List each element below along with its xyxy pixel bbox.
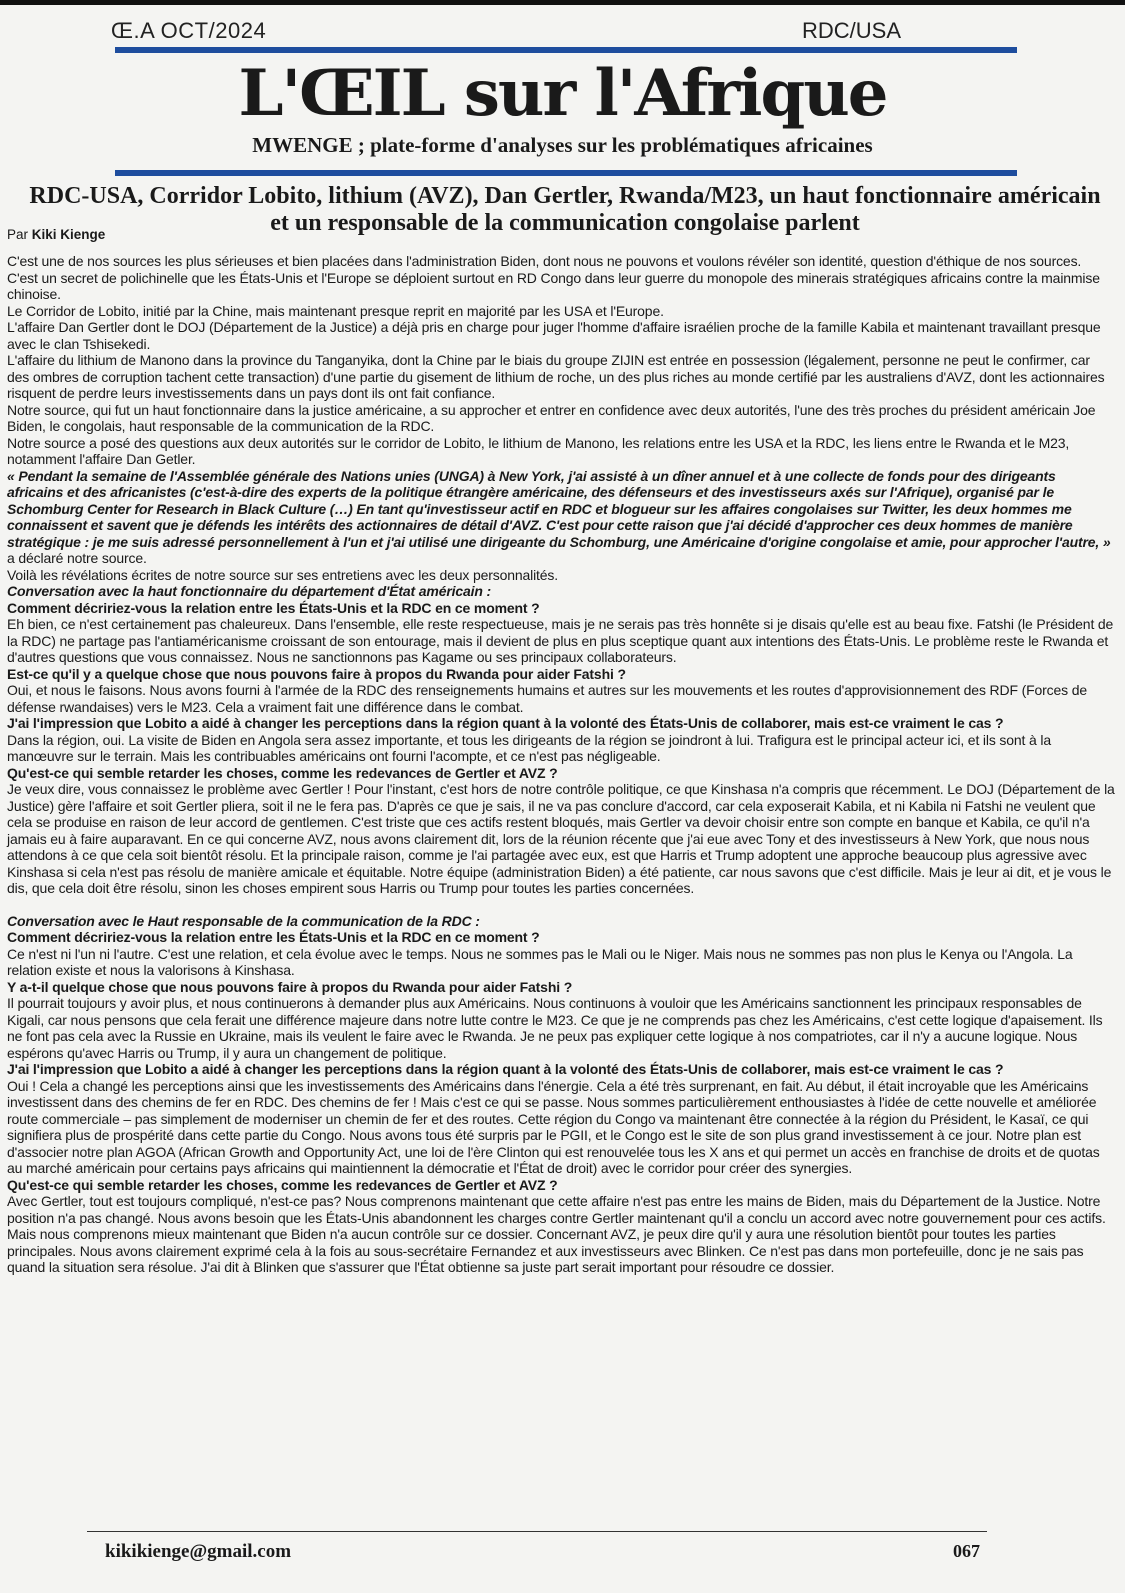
bottom-rule <box>115 170 1017 176</box>
paragraph: L'affaire Dan Gertler dont le DOJ (Département de la Justice) a déjà pris en charge pour juger l'homme d'affaire israélien proche de la famille Kabila et maintenant travaillant presque avec le clan Tshisekedi. <box>7 319 1101 352</box>
answer: Je veux dire, vous connaissez le problème avec Gertler ! Pour l'instant, c'est hors de notre contrôle politique, ce que Kinshasa n'a compris que récemment. Le DOJ (Département de la Justice) gère l'affaire et soit Gertler pliera, soit il ne le fera pas. D'après ce que je sais, il ne va pas conclure d'accord, car cela exposerait Kabila, et ni Kabila ni Fatshi ne veulent que cela se produise en raison de leur accord de gentlemen. C'est triste que ces actifs restent bloqués, mais Gertler va devoir choisir entre son compte en banque et Kabila, ce qu'il n'a jamais eu à faire auparavant. En ce qui concerne AVZ, nous avons clairement dit, lors de la réunion récente que j'ai eue avec Tony et des investisseurs à New York, que nous nous attendons à ce que cela soit bientôt résolu. Et la principale raison, comme je l'ai partagée avec eux, est que Harris et Trump adoptent une approche beaucoup plus agressive avec Kinshasa si cela n'est pas résolu de manière amicale et équitable. Notre équipe (administration Biden) a été patiente, car nous savons que c'est difficile. Mais je leur ai dit, et je vous le dis, que cela doit être résolu, sinon les choses empirent sous Harris ou Trump pour toutes les parties concernées. <box>7 781 1115 896</box>
masthead-tagline: MWENGE ; plate-forme d'analyses sur les problématiques africaines <box>252 133 873 157</box>
paragraph: Le Corridor de Lobito, initié par la Chine, mais maintenant presque reprit en majorité par les USA et l'Europe. <box>7 302 664 319</box>
byline-author: Kiki Kienge <box>31 227 106 242</box>
byline <box>7 227 105 242</box>
section-title: Conversation avec la haut fonctionnaire du département d'État américain : <box>7 583 492 599</box>
paragraph: L'affaire du lithium de Manono dans la province du Tanganyika, dont la Chine par le biais du groupe ZIJIN est entrée en possession (légalement, personne ne peut le confirmer, car des ombres de corruption tachent cette transaction) d'une partie du gisement de lithium de roche, un des plus riches au monde certifié par les australiens d'AVZ, dont les actionnaires risquent de perdre leurs investissements dans un pays dont ils ont fait confiance. <box>7 352 1105 401</box>
masthead-title: L'ŒIL sur l'Afrique <box>238 56 887 131</box>
question: Comment décririez-vous la relation entre les États-Unis et la RDC en ce moment ? <box>7 929 540 945</box>
quote-attribution: a déclaré notre source. <box>7 550 147 566</box>
question: Qu'est-ce qui semble retarder les choses, comme les redevances de Gertler et AVZ ? <box>7 764 558 781</box>
paragraph: Notre source a posé des questions aux deux autorités sur le corridor de Lobito, le lithium de Manono, les relations entre les USA et la RDC, les liens entre le Rwanda et le M23, notamment l'affaire Dan Getler. <box>7 434 1070 467</box>
question: Comment décririez-vous la relation entre les États-Unis et la RDC en ce moment ? <box>7 599 540 616</box>
top-border <box>0 0 1125 5</box>
answer: Eh bien, ce n'est certainement pas chaleureux. Dans l'ensemble, elle reste respectueuse, mais je ne serais pas très honnête si je disais qu'elle est au beau fixe. Fatshi (le Président de la RDC) ne partage pas l'antiaméricanisme croissant de son entourage, mais il devient de plus en plus sceptique quant aux intentions des États-Unis. Le problème reste le Rwanda et d'autres questions que vous connaissez. Nous ne sanctionnons pas Kagame ou ses principaux collaborateurs. <box>7 616 1114 665</box>
paragraph: Voilà les révélations écrites de notre source sur ses entretiens avec les deux personnalités. <box>7 566 559 583</box>
answer: Oui ! Cela a changé les perceptions ainsi que les investissements des Américains dans l'énergie. Cela a été très surprenant, en fait. Au début, il était incroyable que les Américains investissent dans des chemins de fer en RDC. Des chemins de fer ! Mais c'est ce qui se passe. Nous sommes particulièrement enthousiastes à l'idée de cette nouvelle et améliorée route commerciale – pas simplement de moderniser un chemin de fer et des routes. Cette région du Congo va maintenant être connectée à la région du Président, le Kasaï, ce qui signifiera plus de prospérité dans cette partie du Congo. Nous avons tous été surpris par le PGII, et le Congo est le site de son plus grand investissement à ce jour. Notre plan est d'associer notre plan AGOA (African Growth and Opportunity Act, une loi de l'ère Clinton qui est renouvelée tous les X ans et qui permet un accès en franchise de droits et de quotas au marché américain pour certains pays africains qui maintiennent la démocratie et l'État de droit) avec le corridor pour créer des synergies. <box>7 1077 1100 1176</box>
question: Y a-t-il quelque chose que nous pouvons faire à propos du Rwanda pour aider Fatshi ? <box>7 978 573 995</box>
article-body <box>7 253 1115 1276</box>
section-title: Conversation avec le Haut responsable de la communication de la RDC : <box>7 912 480 929</box>
answer: Avec Gertler, tout est toujours compliqué, n'est-ce pas? Nous comprenons maintenant que cette affaire n'est pas entre les mains de Biden, mais du Département de la Justice. Notre position n'a pas changé. Nous avons besoin que les États-Unis abandonnent les charges contre Gertler maintenant qu'il a conclu un accord avec notre gouvernement pour ces actifs. Mais nous comprenons mieux maintenant que Biden n'a aucun contrôle sur ce dossier. Concernant AVZ, je peux dire qu'il y aura une résolution bientôt pour toutes les parties principales. Nous avons clairement exprimé cela à la fois au sous-secrétaire Fernandez et aux investisseurs avec Blinken. Ce n'est pas dans mon portefeuille, donc je ne sais pas quand la situation sera résolue. J'ai dit à Blinken que s'assurer que l'État obtienne sa juste part serait important pour résoudre ce dossier. <box>7 1193 1106 1275</box>
question: Est-ce qu'il y a quelque chose que nous pouvons faire à propos du Rwanda pour aider Fatshi ? <box>7 665 626 682</box>
page-number: 067 <box>953 1541 980 1561</box>
section-label: RDC/USA <box>802 18 902 43</box>
answer: Dans la région, oui. La visite de Biden en Angola sera assez importante, et tous les dirigeants de la région se joindront à lui. Trafigura est le principal acteur ici, et ils sont à la manœuvre sur le terrain. Mais les contribuables américains ont fourni l'acompte, et ce n'est pas négligeable. <box>7 731 1052 764</box>
footer-rule <box>87 1531 987 1532</box>
article-headline: RDC-USA, Corridor Lobito, lithium (AVZ), Dan Gertler, Rwanda/M23, un haut fonctionnaire américain et un responsable de la communication congolaise parlent <box>29 183 1101 236</box>
question: Qu'est-ce qui semble retarder les choses, comme les redevances de Gertler et AVZ ? <box>7 1176 558 1193</box>
source-quote: « Pendant la semaine de l'Assemblée générale des Nations unies (UNGA) à New York, j'ai assisté à un dîner annuel et à une collecte de fonds pour des dirigeants africains et des africanistes (c'est-à-dire des experts de la politique étrangère américaine, des défenseurs et des investisseurs axés sur l'Afrique), organisé par le Schomburg Center for Research in Black Culture (…) En tant qu'investisseur actif en RDC et blogueur sur les affaires congolaises sur Twitter, les deux hommes me connaissent et savent que je défends les intérêts des actionnaires de détail d'AVZ. C'est pour cette raison que j'ai décidé d'approcher ces deux hommes de manière stratégique : je me suis adressé personnellement à l'un et j'ai utilisé une dirigeante du Schomburg, une Américaine d'origine congolaise et amie, pour approcher l'autre, » <box>7 467 1111 550</box>
paragraph: Notre source, qui fut un haut fonctionnaire dans la justice américaine, a su approcher et entrer en confidence avec deux autorités, l'une des très proches du président américain Joe Biden, le congolais, haut responsable de la communication de la RDC. <box>7 401 1096 434</box>
question: J'ai l'impression que Lobito a aidé à changer les perceptions dans la région quant à la volonté des États-Unis de collaborer, mais est-ce vraiment le cas ? <box>7 1061 1004 1077</box>
question: J'ai l'impression que Lobito a aidé à changer les perceptions dans la région quant à la volonté des États-Unis de collaborer, mais est-ce vraiment le cas ? <box>7 715 1004 731</box>
top-rule <box>115 47 1017 53</box>
answer: Oui, et nous le faisons. Nous avons fourni à l'armée de la RDC des renseignements humains et autres sur les mouvements et les routes d'approvisionnement des RDF (Forces de défense rwandaises) vers le M23. Cela a vraiment fait une différence dans le combat. <box>7 682 1088 715</box>
paragraph: C'est une de nos sources les plus sérieuses et bien placées dans l'administration Biden, dont nous ne pouvons et voulons révéler son identité, question d'éthique de nos sources. <box>7 253 1082 269</box>
byline-prefix: Par <box>7 227 29 242</box>
paragraph: C'est un secret de polichinelle que les États-Unis et l'Europe se déploient surtout en RD Congo dans leur guerre du monopole des minerais stratégiques africains contre la mainmise chinoise. <box>7 269 1100 302</box>
section-gap <box>7 897 1115 913</box>
issue-label: Œ.A OCT/2024 <box>111 18 267 43</box>
quote-paragraph <box>7 468 1115 567</box>
answer: Ce n'est ni l'un ni l'autre. C'est une relation, et cela évolue avec le temps. Nous ne sommes pas le Mali ou le Niger. Mais nous ne sommes pas non plus le Kenya ou l'Angola. La relation existe et nous la valorisons à Kinshasa. <box>7 945 1073 978</box>
footer-email: kikikienge@gmail.com <box>105 1541 292 1562</box>
answer: Il pourrait toujours y avoir plus, et nous continuerons à demander plus aux Américains. Nous continuons à vouloir que les Américains sanctionnent les principaux responsables de Kigali, car nous pensons que cela ferait une différence majeure dans notre lutte contre le M23. Ce que je ne comprends pas chez les Américains, c'est cette logique d'apaisement. Ils ne font pas cela avec la Russie en Ukraine, mais ils veulent le faire avec le Rwanda. Je ne peux pas expliquer cette logique à nos compatriotes, car il n'y a aucune logique. Nous espérons qu'avec Harris ou Trump, il y aura un changement de politique. <box>7 995 1103 1061</box>
